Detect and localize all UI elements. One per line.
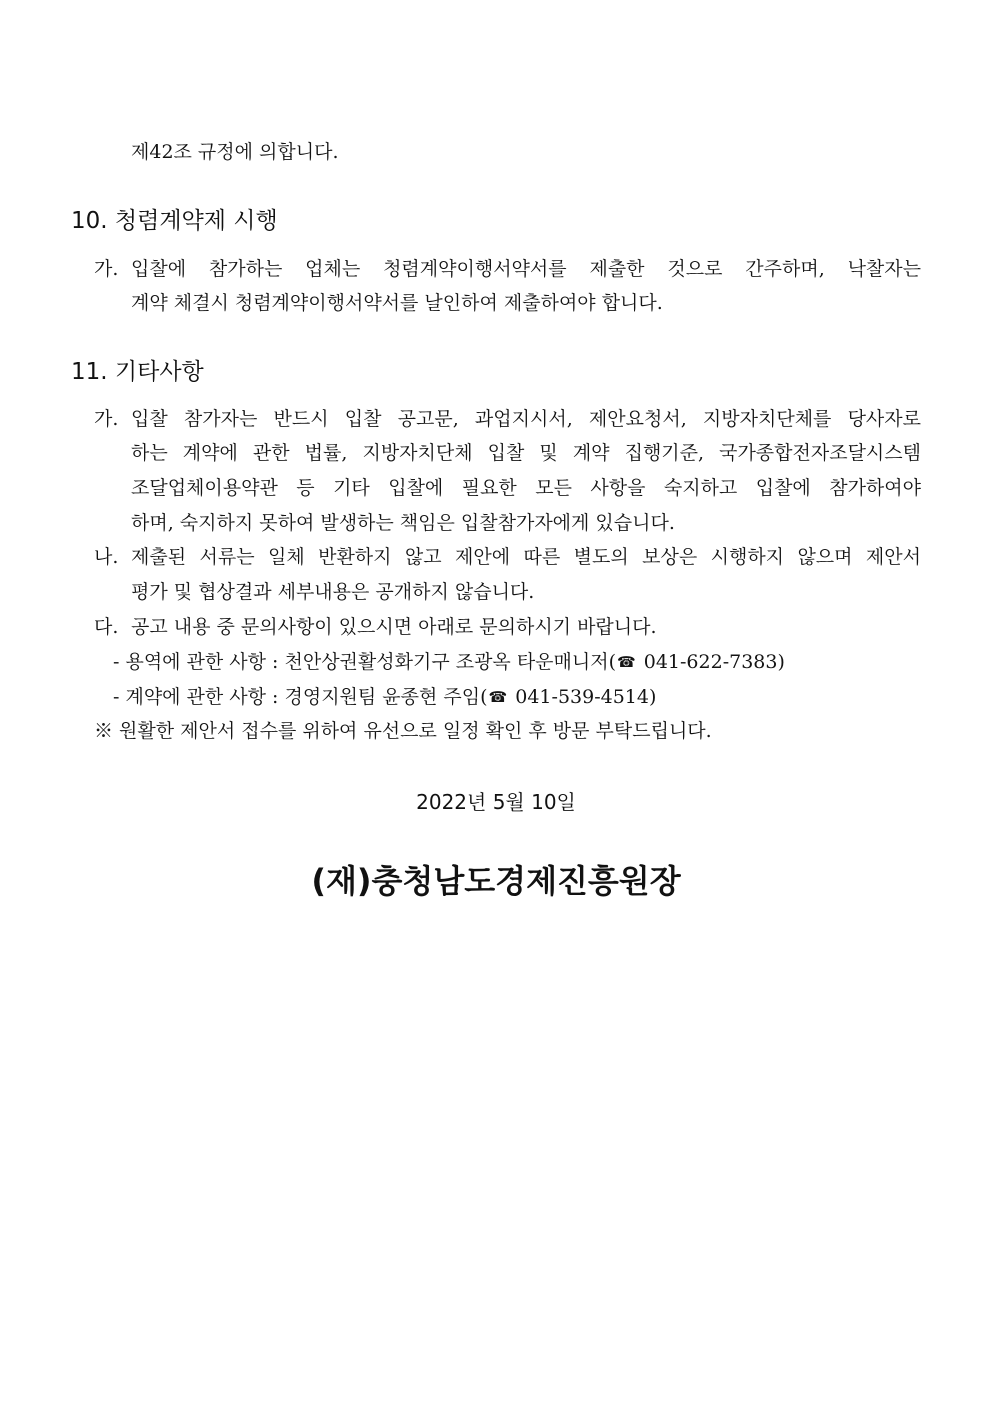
section-11-item-ga-line-4: 하며, 숙지하지 못하여 발생하는 책임은 입찰참가자에게 있습니다. xyxy=(131,512,675,534)
section-11-item-na-line-2: 평가 및 협상결과 세부내용은 공개하지 않습니다. xyxy=(131,581,535,603)
telephone-icon: ☎ xyxy=(617,653,636,671)
section-11-item-ga-line-2: 하는 계약에 관한 법률, 지방자치단체 입찰 및 계약 집행기준, 국가종합전자조달시스템 xyxy=(131,442,921,464)
section-10-item-ga-line-1: 입찰에 참가하는 업체는 청렴계약이행서약서를 제출한 것으로 간주하며, 낙찰자는 xyxy=(131,258,921,280)
section-10-item-ga-line-2: 계약 체결시 청렴계약이행서약서를 날인하여 제출하여야 합니다. xyxy=(131,292,663,314)
section-11-item-na-marker: 나. xyxy=(94,546,119,568)
document-date: 2022년 5월 10일 xyxy=(416,790,576,814)
section-10-item-ga-marker: 가. xyxy=(94,258,119,280)
section-11-item-na-line-1: 제출된 서류는 일체 반환하지 않고 제안에 따른 별도의 보상은 시행하지 않으며 제안서 xyxy=(131,546,921,568)
contact-contract-phone: 041-539-4514) xyxy=(509,686,657,708)
contact-service xyxy=(113,650,785,674)
section-11-item-da-marker: 다. xyxy=(94,616,119,638)
contact-service-label: - 용역에 관한 사항 : 천안상권활성화기구 조광옥 타운매니저( xyxy=(113,651,617,673)
section-10-heading: 10. 청렴계약제 시행 xyxy=(71,208,278,234)
visit-note: ※ 원활한 제안서 접수를 위하여 유선으로 일정 확인 후 방문 부탁드립니다. xyxy=(94,720,712,742)
contact-service-phone: 041-622-7383) xyxy=(637,651,785,673)
section-11-item-ga-marker: 가. xyxy=(94,408,119,430)
issuer-name: (재)충청남도경제진흥원장 xyxy=(311,862,681,900)
section-11-heading: 11. 기타사항 xyxy=(71,359,204,385)
section-11-item-ga-line-3: 조달업체이용약관 등 기타 입찰에 필요한 모든 사항을 숙지하고 입찰에 참가하여야 xyxy=(131,477,921,499)
telephone-icon: ☎ xyxy=(488,688,508,706)
contact-contract-label: - 계약에 관한 사항 : 경영지원팀 윤종현 주임( xyxy=(113,686,488,708)
contact-contract xyxy=(113,685,656,709)
section-11-item-da-line-1: 공고 내용 중 문의사항이 있으시면 아래로 문의하시기 바랍니다. xyxy=(131,616,657,638)
section-11-item-ga-line-1: 입찰 참가자는 반드시 입찰 공고문, 과업지시서, 제안요청서, 지방자치단체를 당사자로 xyxy=(131,408,921,430)
intro-line: 제42조 규정에 의합니다. xyxy=(131,141,339,163)
